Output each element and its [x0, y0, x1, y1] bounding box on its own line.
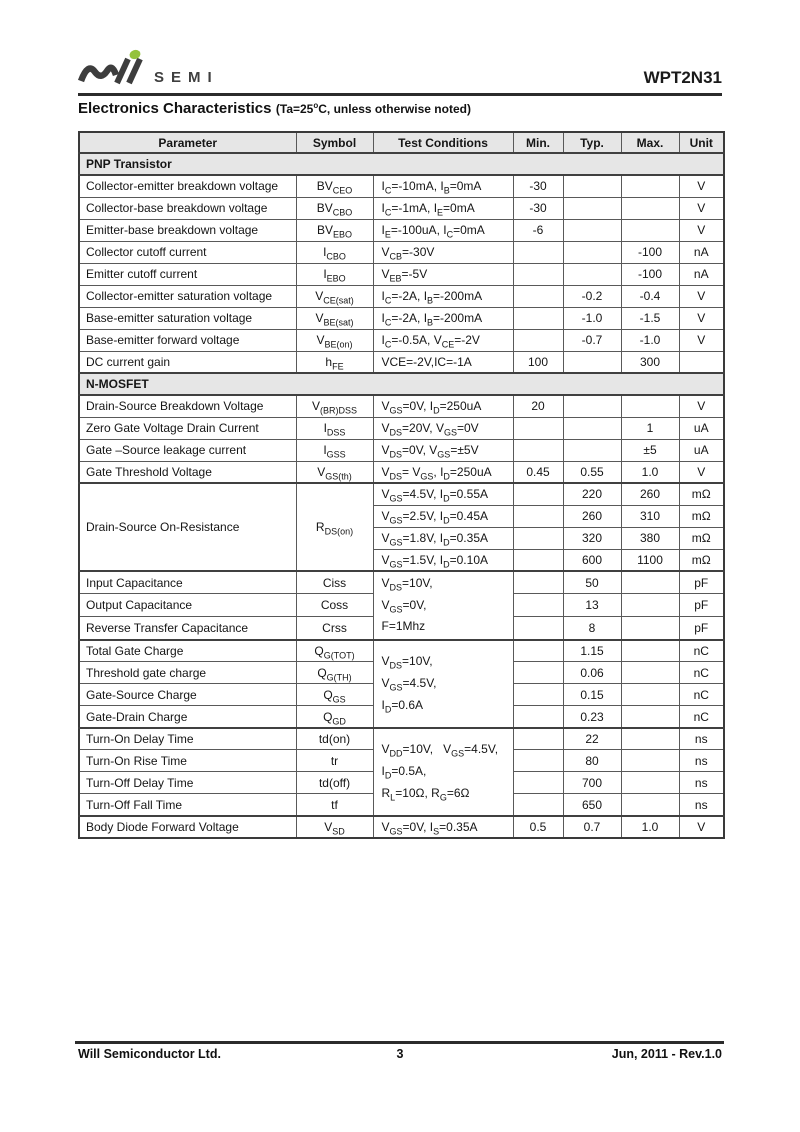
- max-cell: [621, 219, 679, 241]
- param-cell: Total Gate Charge: [79, 640, 296, 662]
- min-cell: [513, 329, 563, 351]
- typ-cell: 8: [563, 617, 621, 640]
- cond-cell: $I_C=-2A$, $I_B=-200mA$: [373, 307, 513, 329]
- param-cell: Turn-On Rise Time: [79, 750, 296, 772]
- unit-cell: ns: [679, 750, 724, 772]
- max-cell: 310: [621, 505, 679, 527]
- unit-cell: mΩ: [679, 483, 724, 505]
- symbol-cell: $h_{FE}$: [296, 351, 373, 373]
- symbol-cell: $I_{GSS}$: [296, 439, 373, 461]
- min-cell: [513, 549, 563, 571]
- param-cell: Reverse Transfer Capacitance: [79, 617, 296, 640]
- table-row: [79, 816, 724, 838]
- symbol-cell: $Q_{GD}$: [296, 706, 373, 728]
- page-title: [78, 100, 471, 118]
- cond-cell: $I_E=-100uA$, $I_C=0mA$: [373, 219, 513, 241]
- min-cell: [513, 527, 563, 549]
- max-cell: [621, 395, 679, 417]
- max-cell: [621, 175, 679, 197]
- unit-cell: mΩ: [679, 527, 724, 549]
- param-cell: Turn-On Delay Time: [79, 728, 296, 750]
- unit-cell: nA: [679, 241, 724, 263]
- unit-cell: uA: [679, 417, 724, 439]
- logo-mark: [78, 48, 146, 90]
- min-cell: [513, 706, 563, 728]
- symbol-cell: td(off): [296, 772, 373, 794]
- param-cell: DC current gain: [79, 351, 296, 373]
- symbol-cell: Crss: [296, 617, 373, 640]
- symbol-cell: $BV_{CBO}$: [296, 197, 373, 219]
- symbol-cell: $V_{BE(on)}$: [296, 329, 373, 351]
- cond-cell: $I_C=-10mA$, $I_B=0mA$: [373, 175, 513, 197]
- max-cell: [621, 728, 679, 750]
- unit-cell: V: [679, 197, 724, 219]
- typ-cell: -0.2: [563, 285, 621, 307]
- part-number: WPT2N31: [643, 68, 722, 87]
- unit-cell: nC: [679, 662, 724, 684]
- symbol-cell: $I_{EBO}$: [296, 263, 373, 285]
- typ-cell: 0.23: [563, 706, 621, 728]
- typ-cell: [563, 241, 621, 263]
- max-cell: [621, 662, 679, 684]
- param-cell: Gate-Drain Charge: [79, 706, 296, 728]
- symbol-cell: $BV_{CEO}$: [296, 175, 373, 197]
- unit-cell: V: [679, 395, 724, 417]
- param-cell: Body Diode Forward Voltage: [79, 816, 296, 838]
- cond-cell: $V_{DS}=10V$, $V_{GS}=4.5V$, $I_D=0.6A$: [373, 640, 513, 728]
- footer-revision: Jun, 2011 - Rev.1.0: [611, 1047, 722, 1061]
- typ-cell: 600: [563, 549, 621, 571]
- unit-cell: V: [679, 219, 724, 241]
- section-label: PNP Transistor: [79, 153, 724, 175]
- unit-cell: V: [679, 816, 724, 838]
- symbol-cell: $V_{(BR)DSS}$: [296, 395, 373, 417]
- param-cell: Collector-base breakdown voltage: [79, 197, 296, 219]
- max-cell: [621, 706, 679, 728]
- unit-cell: nC: [679, 640, 724, 662]
- table-row: [79, 351, 724, 373]
- col-typ: Typ.: [563, 132, 621, 153]
- unit-cell: V: [679, 307, 724, 329]
- symbol-cell: $I_{CBO}$: [296, 241, 373, 263]
- typ-cell: 0.7: [563, 816, 621, 838]
- max-cell: [621, 684, 679, 706]
- unit-cell: pF: [679, 617, 724, 640]
- cond-cell: VCE=-2V,IC=-1A: [373, 351, 513, 373]
- unit-cell: V: [679, 175, 724, 197]
- page-footer: [78, 1047, 722, 1061]
- max-cell: [621, 197, 679, 219]
- typ-cell: 650: [563, 794, 621, 816]
- unit-cell: V: [679, 461, 724, 483]
- param-cell: Emitter-base breakdown voltage: [79, 219, 296, 241]
- table-row: [79, 329, 724, 351]
- footer-rule: [75, 1041, 724, 1044]
- cond-cell: $V_{GS}=2.5V$, $I_D=0.45A$: [373, 505, 513, 527]
- unit-cell: nC: [679, 684, 724, 706]
- col-parameter: Parameter: [79, 132, 296, 153]
- typ-cell: 0.55: [563, 461, 621, 483]
- param-cell: Zero Gate Voltage Drain Current: [79, 417, 296, 439]
- typ-cell: 1.15: [563, 640, 621, 662]
- symbol-cell: tr: [296, 750, 373, 772]
- symbol-cell: Coss: [296, 594, 373, 617]
- cond-cell: $V_{GS}=0V$, $I_S=0.35A$: [373, 816, 513, 838]
- typ-cell: [563, 417, 621, 439]
- typ-cell: -0.7: [563, 329, 621, 351]
- max-cell: [621, 750, 679, 772]
- characteristics-table: [78, 131, 725, 839]
- min-cell: [513, 285, 563, 307]
- cond-cell: $V_{GS}=4.5V$, $I_D=0.55A$: [373, 483, 513, 505]
- cond-cell: $V_{DS}= V_{GS}$, $I_D=250uA$: [373, 461, 513, 483]
- cond-cell: $V_{GS}=1.8V$, $I_D=0.35A$: [373, 527, 513, 549]
- typ-cell: [563, 175, 621, 197]
- typ-cell: 220: [563, 483, 621, 505]
- max-cell: -100: [621, 263, 679, 285]
- cond-cell: $V_{DS}=10V$, $V_{GS}=0V$, F=1Mhz: [373, 571, 513, 640]
- col-unit: Unit: [679, 132, 724, 153]
- typ-cell: 320: [563, 527, 621, 549]
- min-cell: [513, 571, 563, 594]
- max-cell: [621, 772, 679, 794]
- param-cell: Base-emitter forward voltage: [79, 329, 296, 351]
- table-row: [79, 197, 724, 219]
- symbol-cell: td(on): [296, 728, 373, 750]
- symbol-cell: Ciss: [296, 571, 373, 594]
- max-cell: 1: [621, 417, 679, 439]
- table-row: [79, 483, 724, 505]
- unit-cell: ns: [679, 772, 724, 794]
- table-row: [79, 175, 724, 197]
- min-cell: 20: [513, 395, 563, 417]
- table-row: [79, 395, 724, 417]
- table-row: [79, 728, 724, 750]
- param-cell: Gate –Source leakage current: [79, 439, 296, 461]
- min-cell: [513, 684, 563, 706]
- table-row: [79, 439, 724, 461]
- cond-cell: $V_{DS}=20V$, $V_{GS}=0V$: [373, 417, 513, 439]
- typ-cell: [563, 197, 621, 219]
- param-cell: Turn-Off Delay Time: [79, 772, 296, 794]
- max-cell: 260: [621, 483, 679, 505]
- header-rule: [78, 93, 722, 96]
- min-cell: -30: [513, 175, 563, 197]
- param-cell: Emitter cutoff current: [79, 263, 296, 285]
- max-cell: -1.5: [621, 307, 679, 329]
- table-row: [79, 263, 724, 285]
- typ-cell: 0.15: [563, 684, 621, 706]
- param-cell: Base-emitter saturation voltage: [79, 307, 296, 329]
- min-cell: 0.45: [513, 461, 563, 483]
- typ-cell: 700: [563, 772, 621, 794]
- wilsemi-logo: [78, 48, 219, 90]
- max-cell: -1.0: [621, 329, 679, 351]
- symbol-cell: tf: [296, 794, 373, 816]
- table-row: [79, 285, 724, 307]
- cond-cell: $V_{DS}=0V$, $V_{GS}=\pm 5V$: [373, 439, 513, 461]
- min-cell: [513, 794, 563, 816]
- table-row: [79, 640, 724, 662]
- cond-cell: $V_{GS}=1.5V$, $I_D=0.10A$: [373, 549, 513, 571]
- symbol-cell: $V_{CE(sat)}$: [296, 285, 373, 307]
- param-cell: Drain-Source On-Resistance: [79, 483, 296, 571]
- typ-cell: 260: [563, 505, 621, 527]
- table-row: [79, 461, 724, 483]
- min-cell: [513, 263, 563, 285]
- typ-cell: 50: [563, 571, 621, 594]
- symbol-cell: $Q_{G(TOT)}$: [296, 640, 373, 662]
- unit-cell: V: [679, 285, 724, 307]
- footer-page-number: 3: [396, 1047, 404, 1061]
- typ-cell: [563, 219, 621, 241]
- typ-cell: 22: [563, 728, 621, 750]
- param-cell: Gate Threshold Voltage: [79, 461, 296, 483]
- min-cell: [513, 483, 563, 505]
- min-cell: 100: [513, 351, 563, 373]
- symbol-cell: $V_{GS(th)}$: [296, 461, 373, 483]
- title-main: Electronics Characteristics: [78, 100, 272, 117]
- unit-cell: nC: [679, 706, 724, 728]
- min-cell: [513, 439, 563, 461]
- max-cell: 1.0: [621, 816, 679, 838]
- max-cell: [621, 640, 679, 662]
- symbol-cell: $I_{DSS}$: [296, 417, 373, 439]
- title-note: ($Ta=25^oC$, unless otherwise noted): [275, 101, 471, 116]
- table-header-row: [79, 132, 724, 153]
- param-cell: Turn-Off Fall Time: [79, 794, 296, 816]
- param-cell: Collector cutoff current: [79, 241, 296, 263]
- section-label: N-MOSFET: [79, 373, 724, 395]
- cond-cell: $V_{EB}=-5V$: [373, 263, 513, 285]
- unit-cell: V: [679, 329, 724, 351]
- typ-cell: 0.06: [563, 662, 621, 684]
- param-cell: Input Capacitance: [79, 571, 296, 594]
- unit-cell: ns: [679, 728, 724, 750]
- cond-cell: $I_C=-2A$, $I_B=-200mA$: [373, 285, 513, 307]
- min-cell: [513, 662, 563, 684]
- min-cell: -30: [513, 197, 563, 219]
- symbol-cell: $V_{BE(sat)}$: [296, 307, 373, 329]
- param-cell: Gate-Source Charge: [79, 684, 296, 706]
- typ-cell: 13: [563, 594, 621, 617]
- cond-cell: $V_{CB}=-30V$: [373, 241, 513, 263]
- col-max: Max.: [621, 132, 679, 153]
- max-cell: -100: [621, 241, 679, 263]
- typ-cell: 80: [563, 750, 621, 772]
- min-cell: [513, 728, 563, 750]
- section-nmosfet: [79, 373, 724, 395]
- page-header: [78, 42, 722, 90]
- min-cell: [513, 594, 563, 617]
- param-cell: Drain-Source Breakdown Voltage: [79, 395, 296, 417]
- min-cell: [513, 241, 563, 263]
- typ-cell: [563, 395, 621, 417]
- table-row: [79, 307, 724, 329]
- symbol-cell: $V_{SD}$: [296, 816, 373, 838]
- unit-cell: ns: [679, 794, 724, 816]
- unit-cell: pF: [679, 571, 724, 594]
- max-cell: 300: [621, 351, 679, 373]
- typ-cell: -1.0: [563, 307, 621, 329]
- symbol-cell: $R_{DS(on)}$: [296, 483, 373, 571]
- cond-cell: $V_{GS}=0V$, $I_D=250uA$: [373, 395, 513, 417]
- min-cell: [513, 617, 563, 640]
- param-cell: Collector-emitter breakdown voltage: [79, 175, 296, 197]
- cond-cell: $I_C=-1mA$, $I_E=0mA$: [373, 197, 513, 219]
- max-cell: 1.0: [621, 461, 679, 483]
- symbol-cell: $Q_{G(TH)}$: [296, 662, 373, 684]
- cond-cell: $I_C=-0.5A$, $V_{CE}=-2V$: [373, 329, 513, 351]
- table-row: [79, 241, 724, 263]
- col-min: Min.: [513, 132, 563, 153]
- section-pnp: [79, 153, 724, 175]
- param-cell: Collector-emitter saturation voltage: [79, 285, 296, 307]
- min-cell: [513, 772, 563, 794]
- symbol-cell: $BV_{EBO}$: [296, 219, 373, 241]
- col-conditions: Test Conditions: [373, 132, 513, 153]
- table-row: [79, 417, 724, 439]
- footer-company: Will Semiconductor Ltd.: [78, 1047, 221, 1061]
- unit-cell: pF: [679, 594, 724, 617]
- typ-cell: [563, 439, 621, 461]
- param-cell: Threshold gate charge: [79, 662, 296, 684]
- table-row: [79, 571, 724, 594]
- min-cell: [513, 417, 563, 439]
- max-cell: [621, 571, 679, 594]
- col-symbol: Symbol: [296, 132, 373, 153]
- max-cell: [621, 594, 679, 617]
- typ-cell: [563, 351, 621, 373]
- min-cell: [513, 307, 563, 329]
- typ-cell: [563, 263, 621, 285]
- min-cell: [513, 505, 563, 527]
- unit-cell: nA: [679, 263, 724, 285]
- param-cell: Output Capacitance: [79, 594, 296, 617]
- logo-semi-text: SEMI: [154, 69, 219, 86]
- min-cell: [513, 640, 563, 662]
- max-cell: 380: [621, 527, 679, 549]
- table-row: [79, 219, 724, 241]
- logo-green-dot: [128, 49, 141, 61]
- max-cell: ±5: [621, 439, 679, 461]
- unit-cell: mΩ: [679, 505, 724, 527]
- symbol-cell: $Q_{GS}$: [296, 684, 373, 706]
- min-cell: -6: [513, 219, 563, 241]
- max-cell: -0.4: [621, 285, 679, 307]
- unit-cell: uA: [679, 439, 724, 461]
- max-cell: [621, 794, 679, 816]
- unit-cell: mΩ: [679, 549, 724, 571]
- cond-cell: $V_{DD}=10V$, $V_{GS}=4.5V$, $I_D=0.5A$, $R_L=10\Omega$, $R_G=6\Omega$: [373, 728, 513, 816]
- max-cell: [621, 617, 679, 640]
- unit-cell: [679, 351, 724, 373]
- min-cell: [513, 750, 563, 772]
- max-cell: 1100: [621, 549, 679, 571]
- min-cell: 0.5: [513, 816, 563, 838]
